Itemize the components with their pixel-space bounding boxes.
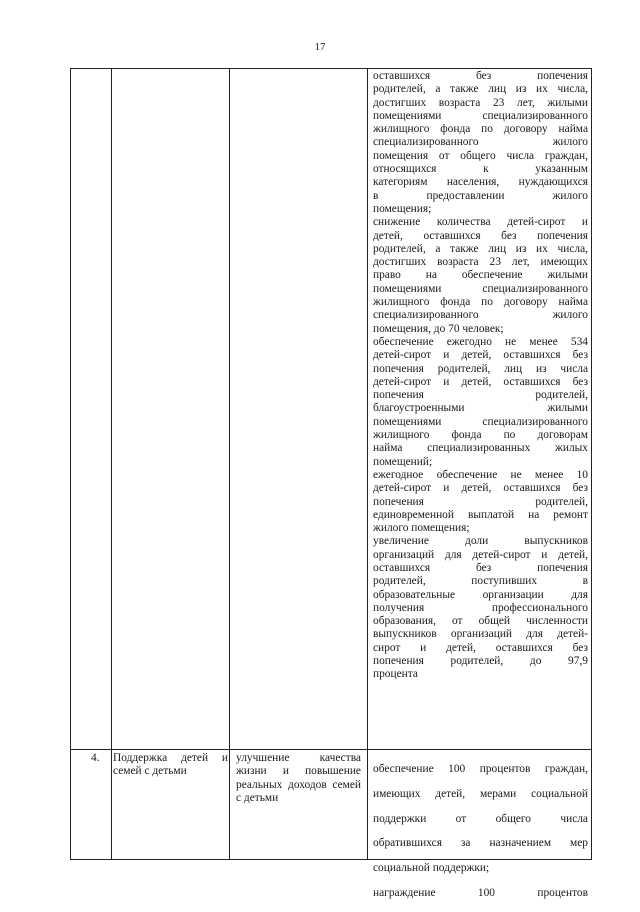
page-number: 17 [314, 41, 326, 53]
indicator-line: помещениями специализированного [373, 282, 588, 295]
indicator-line: помещениями специализированного [373, 415, 588, 428]
indicator-line: обратившихся за назначением мер [373, 837, 588, 850]
indicator-line: социальной поддержки; [373, 862, 490, 875]
indicator-line: специализированного жилого [373, 136, 588, 149]
indicator-line: жилого помещения; [373, 522, 470, 535]
indicator-line: награждение 100 процентов [373, 886, 588, 899]
program-goal-cell [236, 752, 361, 805]
indicator-line: категориям населения, нуждающихся [373, 176, 588, 189]
indicator-line: родителей, а также лиц из их числа, [373, 242, 588, 255]
indicator-line: образовательные организации для [373, 588, 588, 601]
program-goal-text: улучшение качества жизни и повышение реальных доходов семей с детьми [236, 752, 361, 804]
indicator-line: поддержки от общего числа [373, 812, 588, 825]
indicator-line: родителей, а также лиц из их числа, [373, 83, 588, 96]
indicator-line: попечения родителей, [373, 495, 588, 508]
indicator-line: относящихся к указанным [373, 163, 588, 176]
document-table [70, 68, 592, 899]
indicator-line: достигших возраста 23 лет, жилыми [373, 96, 588, 109]
indicator-line: единовременной выплатой на ремонт [373, 508, 588, 521]
indicator-line: благоустроенными жилыми [373, 402, 588, 415]
indicator-line: помещений; [373, 455, 433, 468]
indicator-line: имеющих детей, мерами социальной [373, 788, 588, 801]
indicator-line: снижение количества детей-сирот и [373, 216, 588, 229]
indicator-line: получения профессионального [373, 601, 588, 614]
indicator-line: детей, оставшихся без попечения [373, 229, 588, 242]
indicator-line: в предоставлении жилого [373, 189, 588, 202]
indicator-line: сирот и детей, оставшихся без [373, 641, 588, 654]
indicator-line: родителей, поступивших в [373, 575, 588, 588]
indicator-line: достигших возраста 23 лет, имеющих [373, 256, 588, 269]
program-name [113, 752, 228, 779]
indicator-line: обеспечение ежегодно не менее 534 [373, 335, 588, 348]
indicator-line: специализированного жилого [373, 309, 588, 322]
indicator-line: обеспечение 100 процентов граждан, [373, 763, 588, 776]
row4-indicators-cell [373, 752, 588, 912]
indicator-line: помещения; [373, 202, 432, 215]
indicator-line: помещения от общего числа граждан, [373, 149, 588, 162]
column-divider [111, 69, 112, 859]
indicator-line: попечения родителей, [373, 389, 588, 402]
indicator-line: детей-сирот и детей, оставшихся без [373, 482, 588, 495]
indicator-line: жилищного фонда по договору найма [373, 296, 588, 309]
indicator-line: найма специализированных жилых [373, 442, 588, 455]
continued-indicators-cell [373, 70, 588, 682]
row-number: 4. [91, 752, 100, 764]
indicator-line: оставшихся без попечения [373, 70, 588, 82]
indicator-line: увеличение доли выпускников [373, 535, 588, 548]
indicator-line: оставшихся без попечения [373, 561, 588, 574]
program-name-text: Поддержка детей и семей с детьми [113, 752, 228, 778]
indicator-line: жилищного фонда по договору найма [373, 123, 588, 136]
indicator-line: процента [373, 668, 418, 681]
indicator-line: право на обеспечение жилыми [373, 269, 588, 282]
indicator-line: помещениями специализированного [373, 109, 588, 122]
column-divider [229, 69, 230, 859]
indicator-line: организаций для детей-сирот и детей, [373, 548, 588, 561]
indicator-line: выпускников организаций для детей- [373, 628, 588, 641]
row-divider [71, 749, 591, 750]
indicator-line: попечения родителей, лиц из числа [373, 362, 588, 375]
indicator-line: жилищного фонда по договорам [373, 429, 588, 442]
indicator-line: помещения, до 70 человек; [373, 322, 504, 335]
column-divider [367, 69, 368, 859]
indicator-line: детей-сирот и детей, оставшихся без [373, 349, 588, 362]
indicator-line: детей-сирот и детей, оставшихся без [373, 375, 588, 388]
indicator-line: образования, от общей численности [373, 615, 588, 628]
indicator-line: попечения родителей, до 97,9 [373, 655, 588, 668]
indicator-line: ежегодное обеспечение не менее 10 [373, 468, 588, 481]
